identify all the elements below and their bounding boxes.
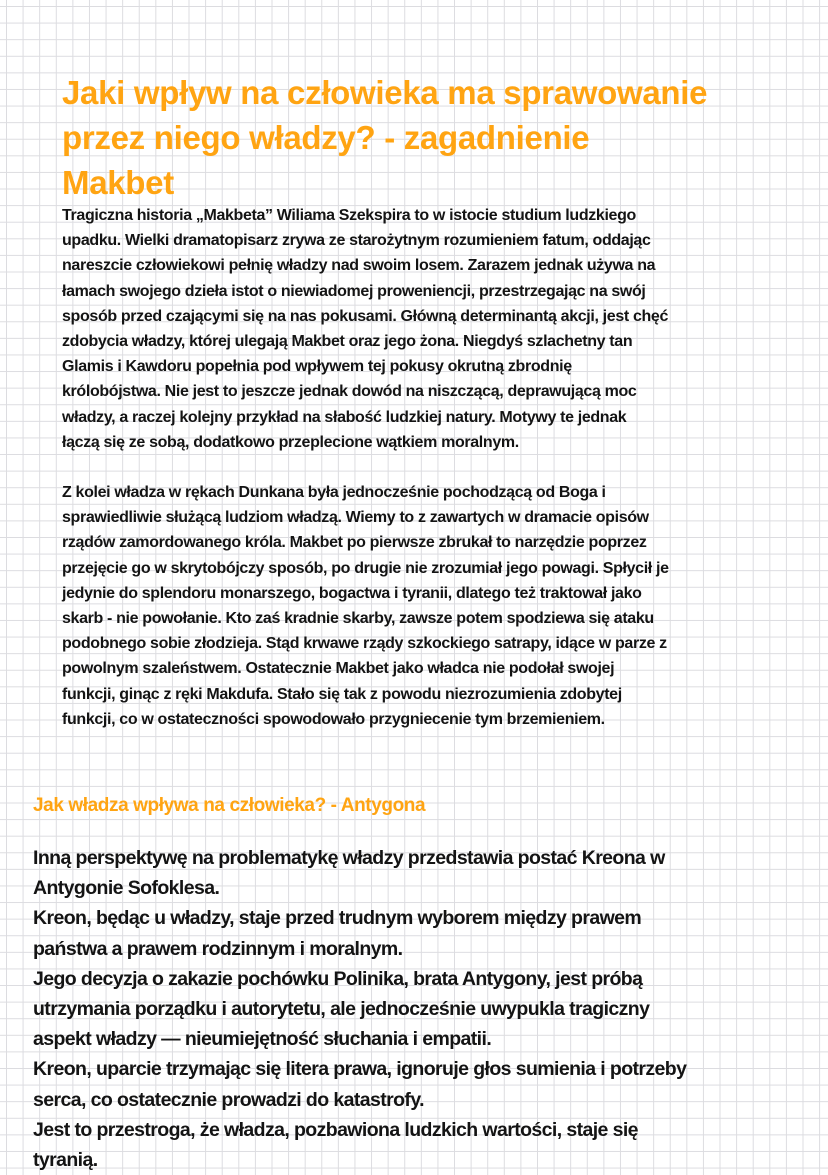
text-line: serca, co ostatecznie prowadzi do katastrofy. [33,1088,424,1111]
text-line: funkcji, ginąc z ręki Makdufa. Stało się tak z powodu niezrozumienia zdobytej [62,685,622,703]
text-line: sprawiedliwie służącą ludziom władzą. Wiemy to z zawartych w dramacie opisów [62,509,649,527]
title-line: Makbet [62,164,174,201]
text-line: Kreon, będąc u władzy, staje przed trudnym wyborem między prawem [33,907,642,930]
text-line: Tragiczna historia „Makbeta” Wiliama Szekspira to w istocie studium ludzkiego [62,207,636,224]
section-heading-antygona: Jak władza wpływa na człowieka? - Antygona [33,795,426,816]
text-line: Inną perspektywę na problematykę władzy przedstawia postać Kreona w [33,847,665,869]
text-line: nareszcie człowiekowi pełnię władzy nad swoim losem. Zarazem jednak używa na [62,257,656,275]
section-antygona-text [33,843,686,1175]
text-line: jedynie do splendoru monarszego, bogactwa i tyranii, dlatego też traktował jako [62,584,642,602]
text-line: państwa a prawem rodzinnym i moralnym. [33,937,403,960]
text-line: funkcji, co w ostateczności spowodowało przygniecenie tym brzemieniem. [62,710,605,728]
text-line: królobójstwa. Nie jest to jeszcze jednak dowód na niszczącą, deprawującą moc [62,383,637,401]
page-title [62,70,707,205]
text-line: Jego decyzja o zakazie pochówku Polinika, brata Antygony, jest próbą [33,967,643,990]
text-line: podobnego sobie złodzieja. Stąd krwawe rządy szkockiego satrapy, idące w parze z [62,635,667,653]
text-line: upadku. Wielki dramatopisarz zrywa ze starożytnym rozumieniem fatum, oddając [62,232,651,250]
text-line: rządów zamordowanego króla. Makbet po pierwsze zbrukał to narzędzie poprzez [62,534,647,552]
text-line: łączą się ze sobą, dodatkowo przeplecione wątkiem moralnym. [62,433,519,451]
text-line: skarb - nie powołanie. Kto zaś kradnie skarby, zawsze potem spodziewa się ataku [62,610,654,628]
text-line: przejęcie go w skrytobójczy sposób, po drugie nie zrozumiał jego powagi. Spłycił je [62,559,669,577]
text-line: zdobycia władzy, której ulegają Makbet oraz jego żona. Niegdyś szlachetny tan [62,333,633,351]
title-line: Jaki wpływ na człowieka ma sprawowanie [62,74,708,111]
text-line: Jest to przestroga, że władza, pozbawiona ludzkich wartości, staje się [33,1118,638,1141]
paragraph-makbet-1 [62,203,668,455]
text-line: Z kolei władza w rękach Dunkana była jednocześnie pochodzącą od Boga i [62,484,606,501]
text-line: łamach swojego dzieła istot o niewiadomej proweniencji, przestrzegając na swój [62,282,646,300]
text-line: Glamis i Kawdoru popełnia pod wpływem tej pokusy okrutną zbrodnię [62,358,572,376]
text-line: sposób przed czającymi się na nas pokusami. Główną determinantą akcji, jest chęć [62,307,669,325]
title-line: przez niego władzy? - zagadnienie [62,119,590,156]
text-line: powolnym szaleństwem. Ostatecznie Makbet jako władca nie podołał swojej [62,660,615,678]
text-line: tyranią. [33,1149,98,1172]
text-line: Antygonie Sofoklesa. [33,877,220,900]
text-line: Kreon, uparcie trzymając się litera prawa, ignoruje głos sumienia i potrzeby [33,1058,687,1081]
text-line: władzy, a raczej kolejny przykład na słabość ludzkiej natury. Motywy te jednak [62,408,627,426]
text-line: utrzymania porządku i autorytetu, ale jednocześnie uwypukla tragiczny [33,998,650,1021]
paragraph-makbet-2 [62,480,669,732]
text-line: aspekt władzy — nieumiejętność słuchania i empatii. [33,1028,492,1051]
